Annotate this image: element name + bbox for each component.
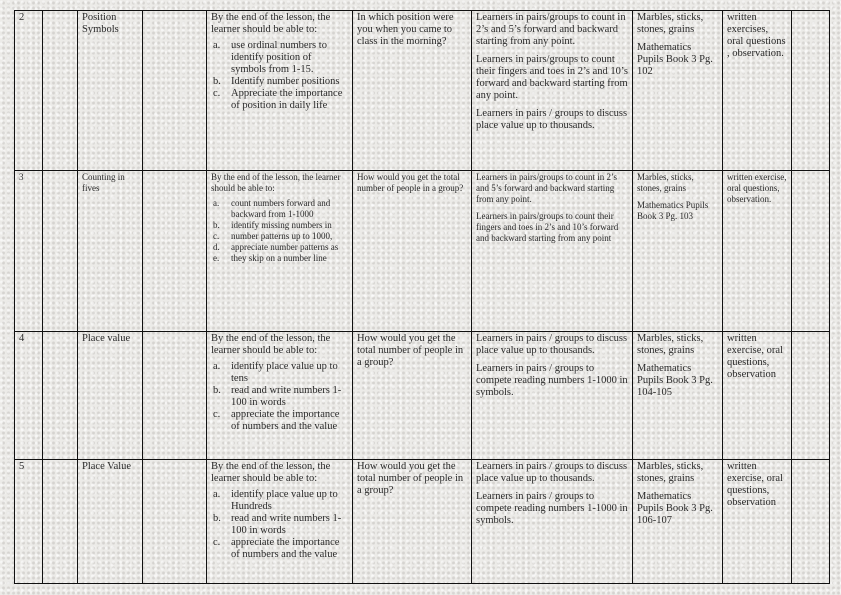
objective-item xyxy=(211,385,348,409)
resource-item: Mathematics Pupils Book 3 Pg. 103 xyxy=(637,200,709,221)
objective-item xyxy=(211,88,348,112)
assessment-cell: written exercises, oral questions , observation. xyxy=(723,11,792,171)
resource-item: Marbles, sticks, stones, grains xyxy=(637,461,704,484)
topic-cell: Position Symbols xyxy=(78,11,143,171)
activities-cell xyxy=(472,332,633,460)
week-cell: 3 xyxy=(15,171,43,332)
objective-text: read and write numbers 1-100 in words xyxy=(231,385,342,408)
activity-item: Learners in pairs / groups to compete reading numbers 1-1000 in symbols. xyxy=(476,491,628,526)
table-row xyxy=(15,11,830,171)
objective-item xyxy=(211,409,348,433)
lesson-cell xyxy=(43,11,78,171)
assessment-cell: written exercise, oral questions, observation xyxy=(723,332,792,460)
objective-text: Identify number positions xyxy=(231,76,340,87)
objectives-cell xyxy=(207,11,353,171)
objective-item xyxy=(211,242,348,253)
empty-cell xyxy=(143,171,207,332)
objective-marker: b. xyxy=(213,220,220,230)
activity-item: Learners in pairs / groups to discuss place value up to thousands. xyxy=(476,461,628,484)
objectives-cell xyxy=(207,171,353,332)
objective-marker: c. xyxy=(213,88,221,99)
objective-marker: b. xyxy=(213,513,221,524)
lesson-cell xyxy=(43,332,78,460)
objective-item xyxy=(211,76,348,88)
objective-text: appreciate the importance of numbers and the value xyxy=(231,537,340,560)
objective-marker: c. xyxy=(213,409,221,420)
objective-text: use ordinal numbers to identify position of symbols from 1-15. xyxy=(231,40,327,75)
lesson-cell xyxy=(43,460,78,584)
resource-item: Marbles, sticks, stones, grains xyxy=(637,172,694,193)
week-cell: 2 xyxy=(15,11,43,171)
objective-text: identify missing numbers in xyxy=(231,220,332,230)
resources-cell xyxy=(633,332,723,460)
key-question-cell: In which position were you when you came to class in the morning? xyxy=(353,11,472,171)
remarks-cell xyxy=(792,171,830,332)
week-cell: 5 xyxy=(15,460,43,584)
objective-text: they skip on a number line xyxy=(231,253,327,263)
objectives-list xyxy=(211,361,348,433)
resource-item: Marbles, sticks, stones, grains xyxy=(637,12,704,35)
week-cell: 4 xyxy=(15,332,43,460)
empty-cell xyxy=(143,460,207,584)
activity-item: Learners in pairs/groups to count their fingers and toes in 2’s and 10’s forward and backward starting from any point xyxy=(476,211,619,243)
objective-marker: b. xyxy=(213,385,221,396)
objective-item xyxy=(211,537,348,561)
objective-marker: e. xyxy=(213,253,220,263)
table-row xyxy=(15,171,830,332)
table-row xyxy=(15,460,830,584)
objective-marker: c. xyxy=(213,231,220,241)
empty-cell xyxy=(143,11,207,171)
objective-item xyxy=(211,231,348,242)
resource-item: Marbles, sticks, stones, grains xyxy=(637,333,704,356)
objective-text: appreciate number patterns as xyxy=(231,242,339,252)
activity-item: Learners in pairs/groups to count in 2’s and 5’s forward and backward starting from any point. xyxy=(476,12,626,47)
lesson-cell xyxy=(43,171,78,332)
key-question-cell: How would you get the total number of people in a group? xyxy=(353,332,472,460)
activity-item: Learners in pairs / groups to discuss place value up to thousands. xyxy=(476,108,628,131)
objectives-list xyxy=(211,198,348,264)
objectives-intro: By the end of the lesson, the learner should be able to: xyxy=(211,12,331,35)
objective-item xyxy=(211,253,348,264)
objective-item xyxy=(211,361,348,385)
objective-marker: d. xyxy=(213,242,220,252)
objective-item xyxy=(211,513,348,537)
scheme-of-work-table xyxy=(14,10,830,584)
resources-cell xyxy=(633,460,723,584)
objective-text: appreciate the importance of numbers and the value xyxy=(231,409,340,432)
objective-text: number patterns up to 1000, xyxy=(231,231,333,241)
objective-item xyxy=(211,40,348,76)
objective-marker: b. xyxy=(213,76,221,87)
topic-cell: Place value xyxy=(78,332,143,460)
objectives-intro: By the end of the lesson, the learner should be able to: xyxy=(211,333,331,356)
activities-cell xyxy=(472,171,633,332)
topic-cell: Place Value xyxy=(78,460,143,584)
objective-item xyxy=(211,198,348,220)
objective-marker: a. xyxy=(213,489,221,500)
activities-cell xyxy=(472,460,633,584)
resource-item: Mathematics Pupils Book 3 Pg. 106-107 xyxy=(637,491,713,526)
remarks-cell xyxy=(792,332,830,460)
activity-item: Learners in pairs / groups to discuss place value up to thousands. xyxy=(476,333,628,356)
objectives-intro: By the end of the lesson, the learner should be able to: xyxy=(211,461,331,484)
objective-text: read and write numbers 1-100 in words xyxy=(231,513,342,536)
objectives-intro: By the end of the lesson, the learner should be able to: xyxy=(211,172,341,193)
key-question-cell: How would you get the total number of people in a group? xyxy=(353,460,472,584)
objective-text: count numbers forward and backward from 1-1000 xyxy=(231,198,331,219)
assessment-cell: written exercise, oral questions, observation. xyxy=(723,171,792,332)
key-question-cell: How would you get the total number of people in a group? xyxy=(353,171,472,332)
objective-item xyxy=(211,489,348,513)
activities-cell xyxy=(472,11,633,171)
objective-item xyxy=(211,220,348,231)
objectives-cell xyxy=(207,332,353,460)
resources-cell xyxy=(633,11,723,171)
objective-text: identify place value up to Hundreds xyxy=(231,489,338,512)
objective-marker: a. xyxy=(213,361,221,372)
topic-cell: Counting in fives xyxy=(78,171,143,332)
remarks-cell xyxy=(792,460,830,584)
objectives-cell xyxy=(207,460,353,584)
objectives-list xyxy=(211,40,348,112)
objective-marker: a. xyxy=(213,40,221,51)
resource-item: Mathematics Pupils Book 3 Pg. 102 xyxy=(637,42,713,77)
objectives-list xyxy=(211,489,348,561)
resources-cell xyxy=(633,171,723,332)
objective-marker: a. xyxy=(213,198,220,208)
empty-cell xyxy=(143,332,207,460)
objective-text: Appreciate the importance of position in daily life xyxy=(231,88,343,111)
assessment-cell: written exercise, oral questions, observation xyxy=(723,460,792,584)
activity-item: Learners in pairs/groups to count in 2’s and 5’s forward and backward starting from any point. xyxy=(476,172,617,204)
objective-marker: c. xyxy=(213,537,221,548)
table-row xyxy=(15,332,830,460)
objective-text: identify place value up to tens xyxy=(231,361,338,384)
activity-item: Learners in pairs / groups to compete reading numbers 1-1000 in symbols. xyxy=(476,363,628,398)
resource-item: Mathematics Pupils Book 3 Pg. 104-105 xyxy=(637,363,713,398)
activity-item: Learners in pairs/groups to count their fingers and toes in 2’s and 10’s forward and backward starting from any point. xyxy=(476,54,628,101)
remarks-cell xyxy=(792,11,830,171)
